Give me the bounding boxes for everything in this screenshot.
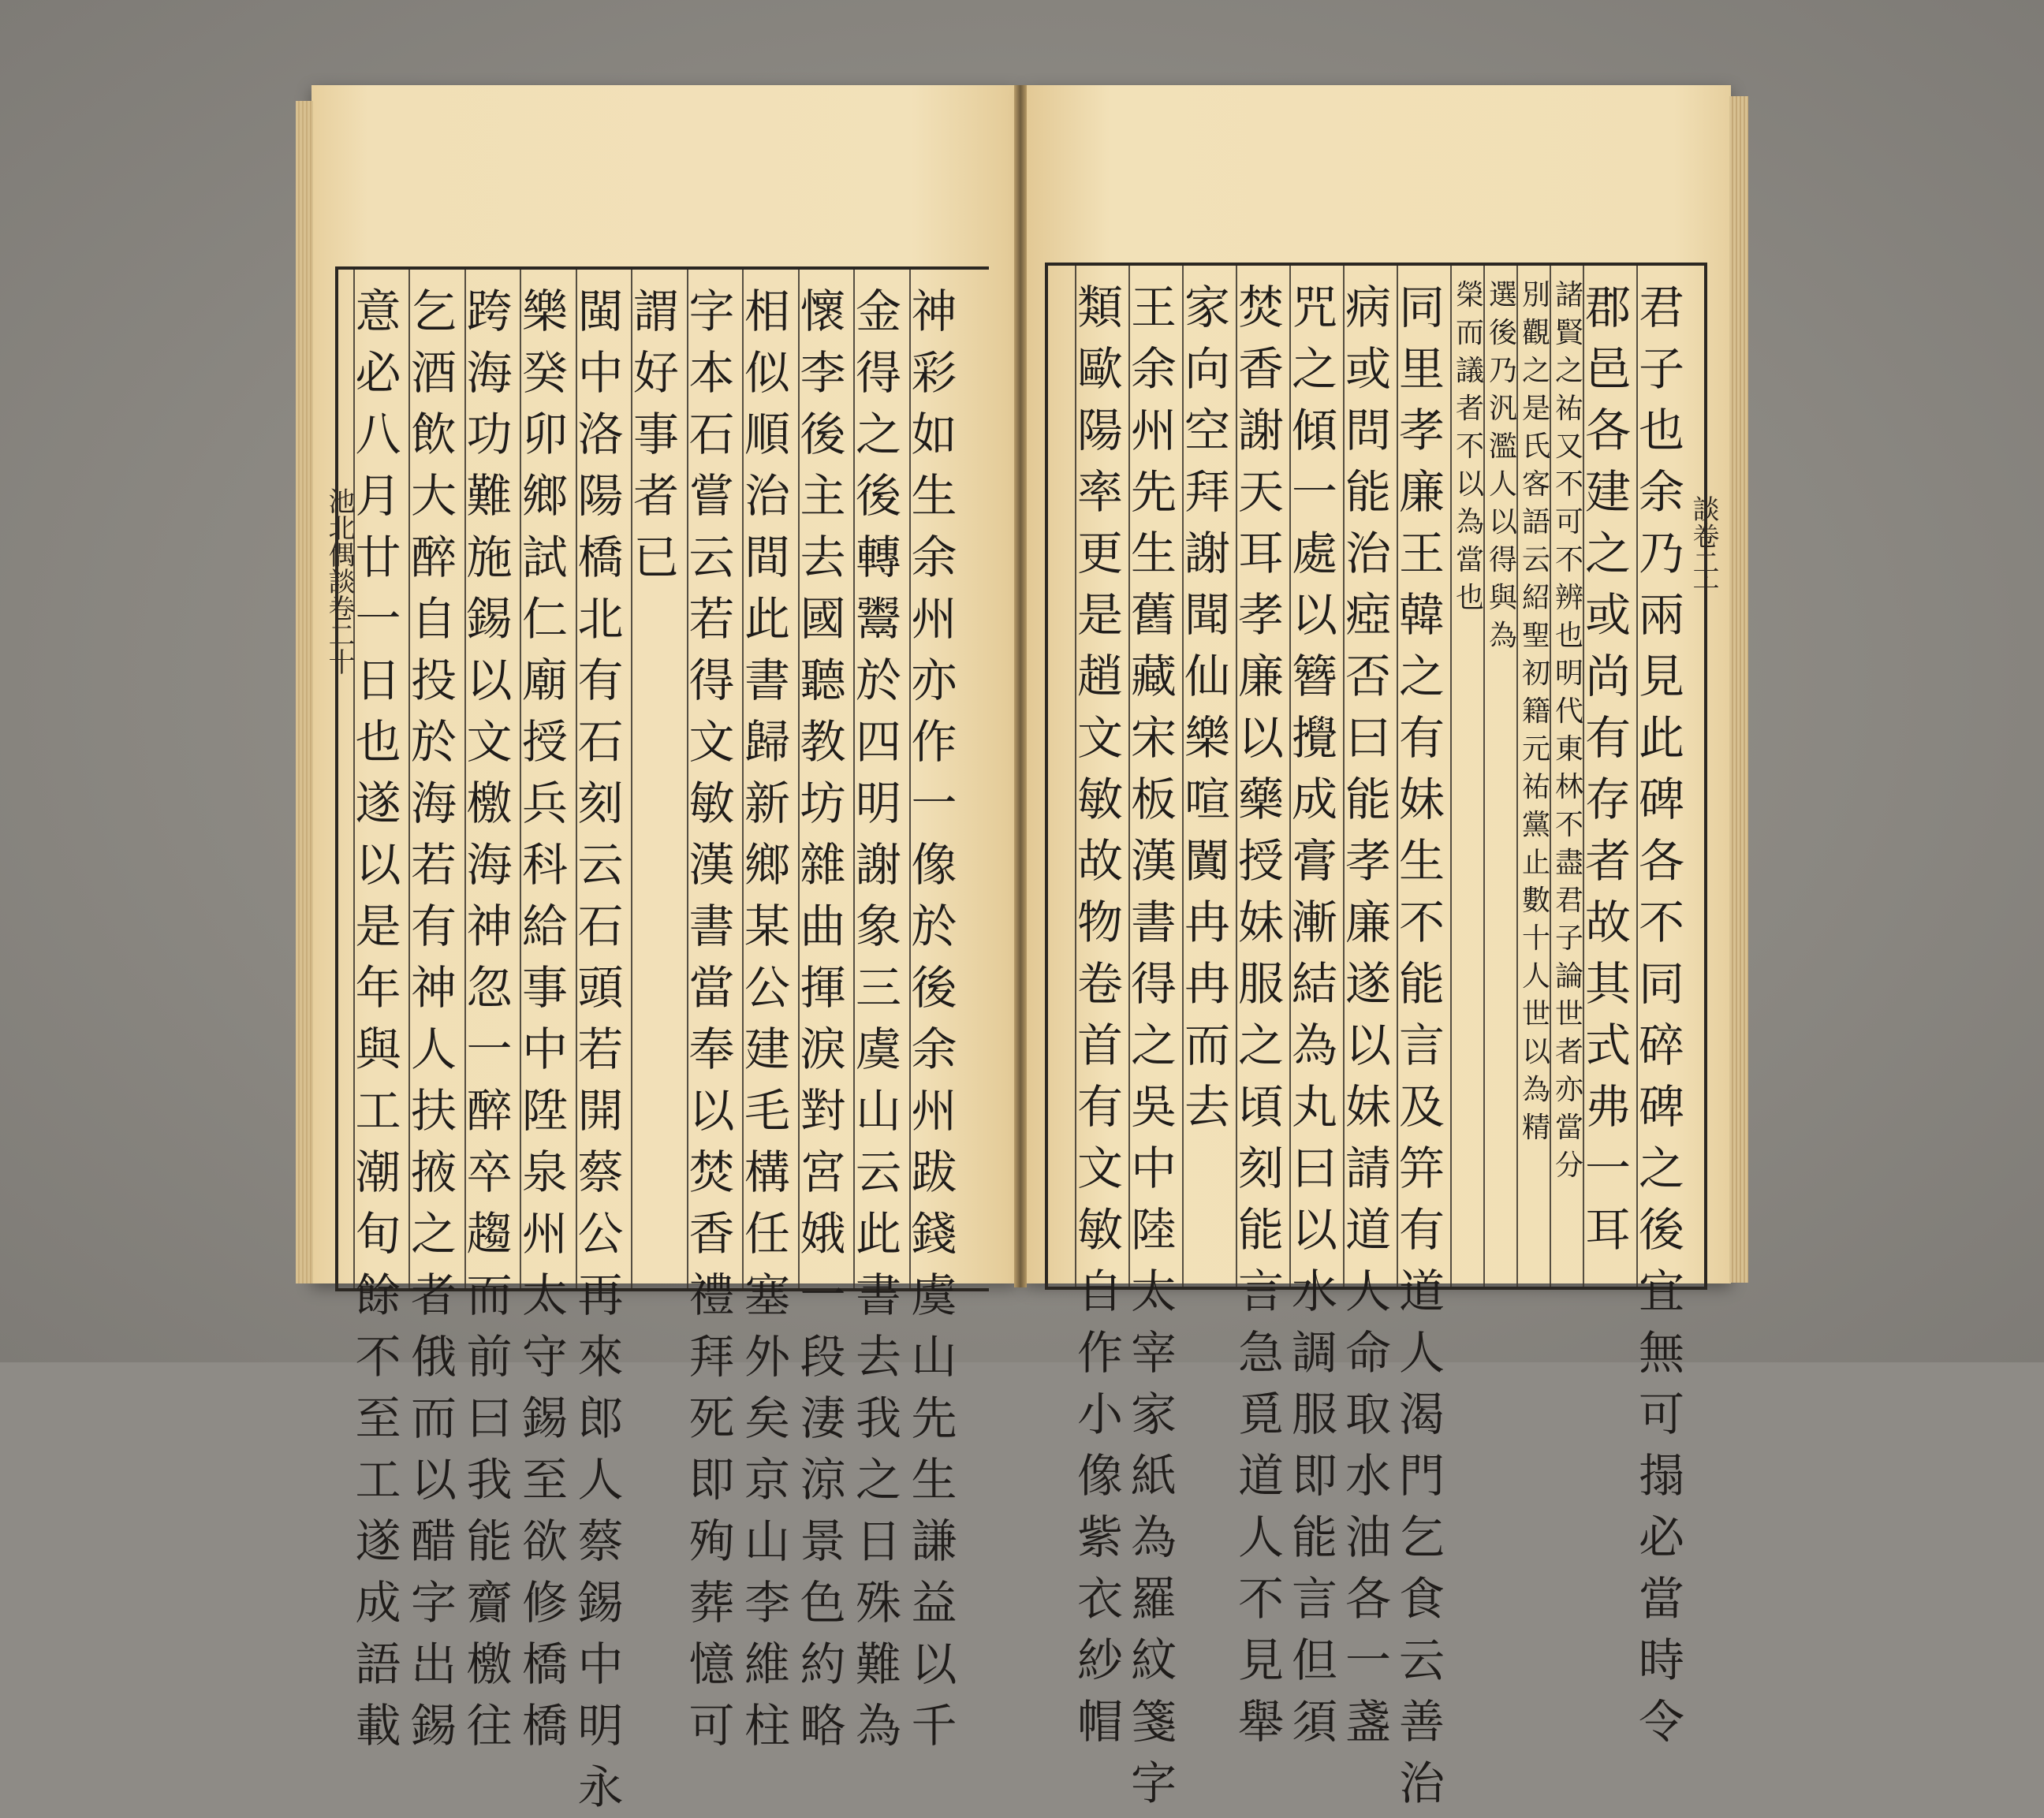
- column-rule: [853, 270, 855, 1288]
- fold-label: 談卷二十: [1688, 495, 1719, 602]
- text-column: 樂 癸 卯 鄉 試 仁 廟 授 兵 科 給 事 中 陞 泉 州 太 守 錫 至 欲 修 橋 橋: [522, 285, 569, 1753]
- column-rule: [631, 270, 632, 1288]
- column-rule: [1636, 266, 1638, 1287]
- text-column: 同 里 孝 廉 王 韓 之 有 妹 生 不 能 言 及 笄 有 道 人 渴 門 乞 食 云 善 治: [1399, 281, 1445, 1810]
- text-column: 跨 海 功 難 施 錫 以 文 檄 海 神 忽 一 醉 卒 趨 而 前 曰 我 能 齎 檄 往: [466, 285, 513, 1753]
- column-rule: [687, 270, 688, 1288]
- text-column: 乞 酒 飲 大 醉 自 投 於 海 若 有 神 人 扶 掖 之 者 俄 而 以 醋 字 出 錫: [411, 285, 457, 1753]
- text-column: 諸 賢 之 祐 又 不 可 不 辨 也 明 代 東 林 不 盡 君 子 論 世 者 亦 當 分: [1554, 279, 1583, 1182]
- left-text-frame: [335, 266, 989, 1814]
- text-column: 焚 香 謝 天 耳 孝 廉 以 藥 授 妹 服 之 頃 刻 能 言 急 覓 道 人 不 見 舉: [1238, 281, 1285, 1749]
- text-column: 君 子 也 余 乃 兩 見 此 碑 各 不 同 碎 碑 之 後 宜 無 可 搨 必 當 時 令: [1639, 281, 1685, 1749]
- open-book: [311, 85, 1731, 1814]
- text-column: 別 觀 之 是 氏 客 語 云 紹 聖 初 籍 元 祐 黨 止 數 十 人 世 以 為 精: [1521, 279, 1550, 1144]
- column-rule: [353, 270, 355, 1288]
- column-rule: [1236, 266, 1237, 1287]
- text-column: 字 本 石 嘗 云 若 得 文 敏 漢 書 當 奉 以 焚 香 禮 拜 死 即 殉 葬 憶 可: [688, 285, 735, 1753]
- column-rule: [1289, 266, 1291, 1287]
- column-rule: [798, 270, 800, 1288]
- text-column: 家 向 空 拜 謝 聞 仙 樂 喧 闐 冉 冉 而 去: [1184, 281, 1231, 1134]
- text-column: 咒 之 傾 一 處 以 簪 攪 成 膏 漸 結 為 丸 曰 以 水 調 服 即 能 言 但 須: [1292, 281, 1338, 1749]
- fold-label: 池北偶談卷二十: [323, 487, 355, 675]
- column-rule: [1343, 266, 1345, 1287]
- column-rule: [1182, 266, 1184, 1287]
- column-rule: [909, 270, 911, 1288]
- text-column: 郡 邑 各 建 之 或 尚 有 存 者 故 其 式 弗 一 耳: [1585, 281, 1632, 1257]
- text-column: 病 或 問 能 治 瘂 否 曰 能 孝 廉 遂 以 妹 請 道 人 命 取 水 油 各 一 盞: [1345, 281, 1392, 1749]
- column-rule: [408, 270, 410, 1288]
- column-rule: [520, 270, 521, 1288]
- text-column: 選 後 乃 汎 濫 人 以 得 與 為: [1488, 279, 1517, 652]
- text-column: 閩 中 洛 陽 橋 北 有 石 刻 云 石 頭 若 開 蔡 公 再 來 郎 人 蔡 錫 中 明 永: [577, 285, 624, 1814]
- left-page-edge: [296, 101, 313, 1283]
- right-text-frame: [1045, 263, 1707, 1810]
- right-page-edge: [1729, 96, 1748, 1283]
- column-rule: [1397, 266, 1398, 1287]
- column-rule: [576, 270, 577, 1288]
- column-rule: [1128, 266, 1130, 1287]
- left-page: [311, 85, 1017, 1814]
- text-column: 神 彩 如 生 余 州 亦 作 一 像 於 後 余 州 跋 錢 虞 山 先 生 謙 益 以 千: [911, 285, 957, 1753]
- text-column: 懷 李 後 主 去 國 聽 教 坊 雜 曲 揮 淚 對 宮 娥 一 段 淒 涼 景 色 約 略: [800, 285, 846, 1753]
- text-column: 意 必 八 月 廿 一 日 也 遂 以 是 年 與 工 潮 旬 餘 不 至 工 遂 成 語 載: [355, 285, 401, 1753]
- column-rule: [742, 270, 744, 1288]
- text-column: 榮 而 議 者 不 以 為 當 也: [1455, 279, 1484, 614]
- text-column: 謂 好 事 者 已: [633, 285, 680, 584]
- text-column: 王 余 州 先 生 舊 藏 宋 板 漢 書 得 之 吳 中 陸 太 宰 家 紙 為 羅 紋 箋 字: [1131, 281, 1177, 1810]
- text-column: 相 似 順 治 間 此 書 歸 新 鄉 某 公 建 毛 構 任 塞 外 矣 京 山 李 維 柱: [744, 285, 791, 1753]
- column-rule: [1075, 266, 1076, 1287]
- column-rule: [1450, 266, 1452, 1287]
- book-gutter: [1014, 85, 1027, 1287]
- text-column: 類 歐 陽 率 更 是 趙 文 敏 故 物 卷 首 有 文 敏 自 作 小 像 紫 衣 紗 帽: [1077, 281, 1124, 1749]
- text-column: 金 得 之 後 轉 鬻 於 四 明 謝 象 三 虞 山 云 此 書 去 我 之 日 殊 難 為: [856, 285, 902, 1753]
- column-rule: [464, 270, 466, 1288]
